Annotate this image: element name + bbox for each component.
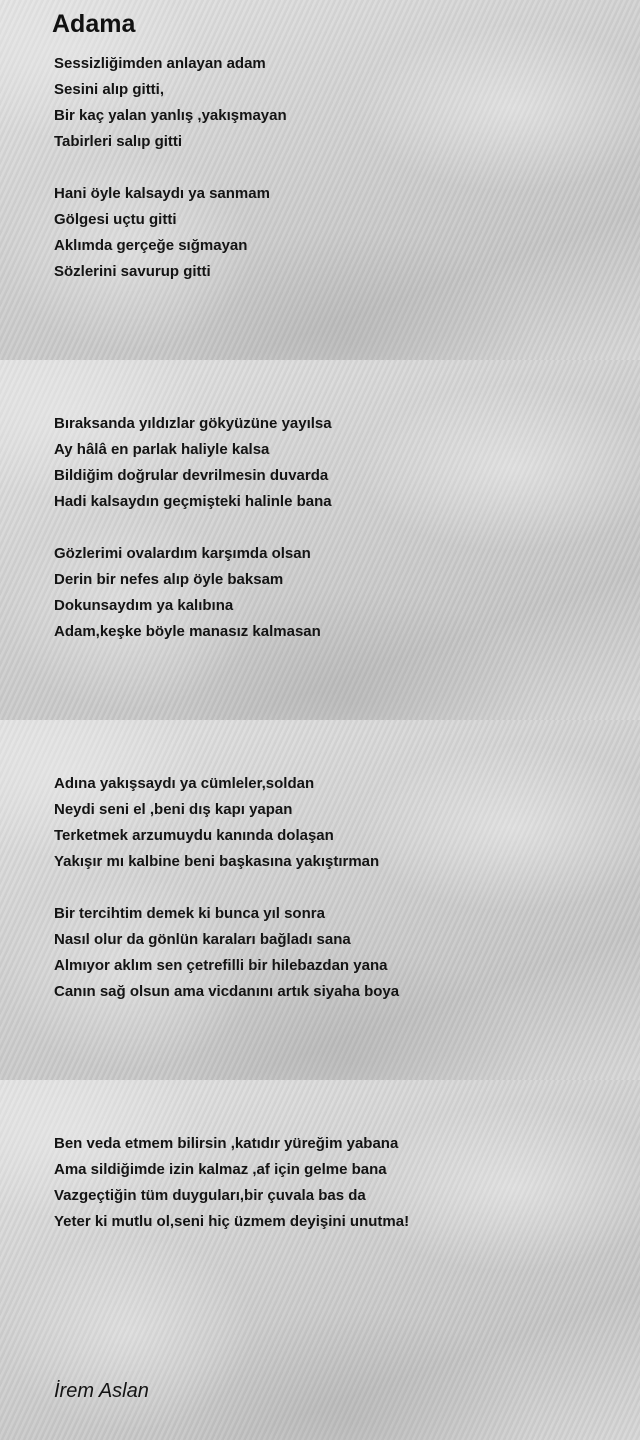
poem-line: Yakışır mı kalbine beni başkasına yakıştırman — [54, 853, 380, 870]
poem-line: Bir tercihtim demek ki bunca yıl sonra — [54, 905, 325, 922]
poem-line: Ay hâlâ en parlak haliyle kalsa — [54, 441, 270, 458]
poem-line: Ben veda etmem bilirsin ,katıdır yüreğim yabana — [54, 1135, 399, 1152]
stanza-3 — [54, 411, 332, 515]
poem-line: Derin bir nefes alıp öyle baksam — [54, 571, 284, 588]
stanza-1 — [54, 51, 287, 155]
poem-line: Adına yakışsaydı ya cümleler,soldan — [54, 775, 315, 792]
poem-line: Bir kaç yalan yanlış ,yakışmayan — [54, 107, 287, 124]
stanza-7 — [54, 1131, 409, 1235]
poem-line: Dokunsaydım ya kalıbına — [54, 597, 234, 614]
stanza-2 — [54, 181, 270, 285]
poem-line: Adam,keşke böyle manasız kalmasan — [54, 623, 321, 640]
poem-line: Nasıl olur da gönlün karaları bağladı sana — [54, 931, 351, 948]
poem-line: Sözlerini savurup gitti — [54, 263, 211, 280]
poem-author: İrem Aslan — [54, 1380, 149, 1402]
poem-line: Hadi kalsaydın geçmişteki halinle bana — [54, 493, 332, 510]
poem-line: Aklımda gerçeğe sığmayan — [54, 237, 248, 254]
stanza-6 — [54, 901, 399, 1005]
poem-line: Almıyor aklım sen çetrefilli bir hilebazdan yana — [54, 957, 388, 974]
poem-line: Yeter ki mutlu ol,seni hiç üzmem deyişini unutma! — [54, 1213, 410, 1230]
poem-line: Neydi seni el ,beni dış kapı yapan — [54, 801, 293, 818]
poem-card-4 — [0, 1080, 640, 1440]
poem-line: Gözlerimi ovalardım karşımda olsan — [54, 545, 311, 562]
poem-line: Sessizliğimden anlayan adam — [54, 55, 266, 72]
poem-line: Terketmek arzumuydu kanında dolaşan — [54, 827, 334, 844]
poem-line: Gölgesi uçtu gitti — [54, 211, 177, 228]
stanza-4 — [54, 541, 321, 645]
poem-line: Ama sildiğimde izin kalmaz ,af için gelme bana — [54, 1161, 387, 1178]
poem-card-2 — [0, 360, 640, 720]
poem-line: Canın sağ olsun ama vicdanını artık siyaha boya — [54, 983, 400, 1000]
poem-line: Tabirleri salıp gitti — [54, 133, 183, 150]
poem-card-1 — [0, 0, 640, 360]
poem-line: Bildiğim doğrular devrilmesin duvarda — [54, 467, 329, 484]
poem-title: Adama — [52, 10, 136, 38]
poem-line: Hani öyle kalsaydı ya sanmam — [54, 185, 270, 202]
poem-line: Sesini alıp gitti, — [54, 81, 165, 98]
poem-line: Vazgeçtiğin tüm duyguları,bir çuvala bas da — [54, 1187, 366, 1204]
stanza-5 — [54, 771, 379, 875]
poem-line: Bıraksanda yıldızlar gökyüzüne yayılsa — [54, 415, 332, 432]
poem-card-3 — [0, 720, 640, 1080]
